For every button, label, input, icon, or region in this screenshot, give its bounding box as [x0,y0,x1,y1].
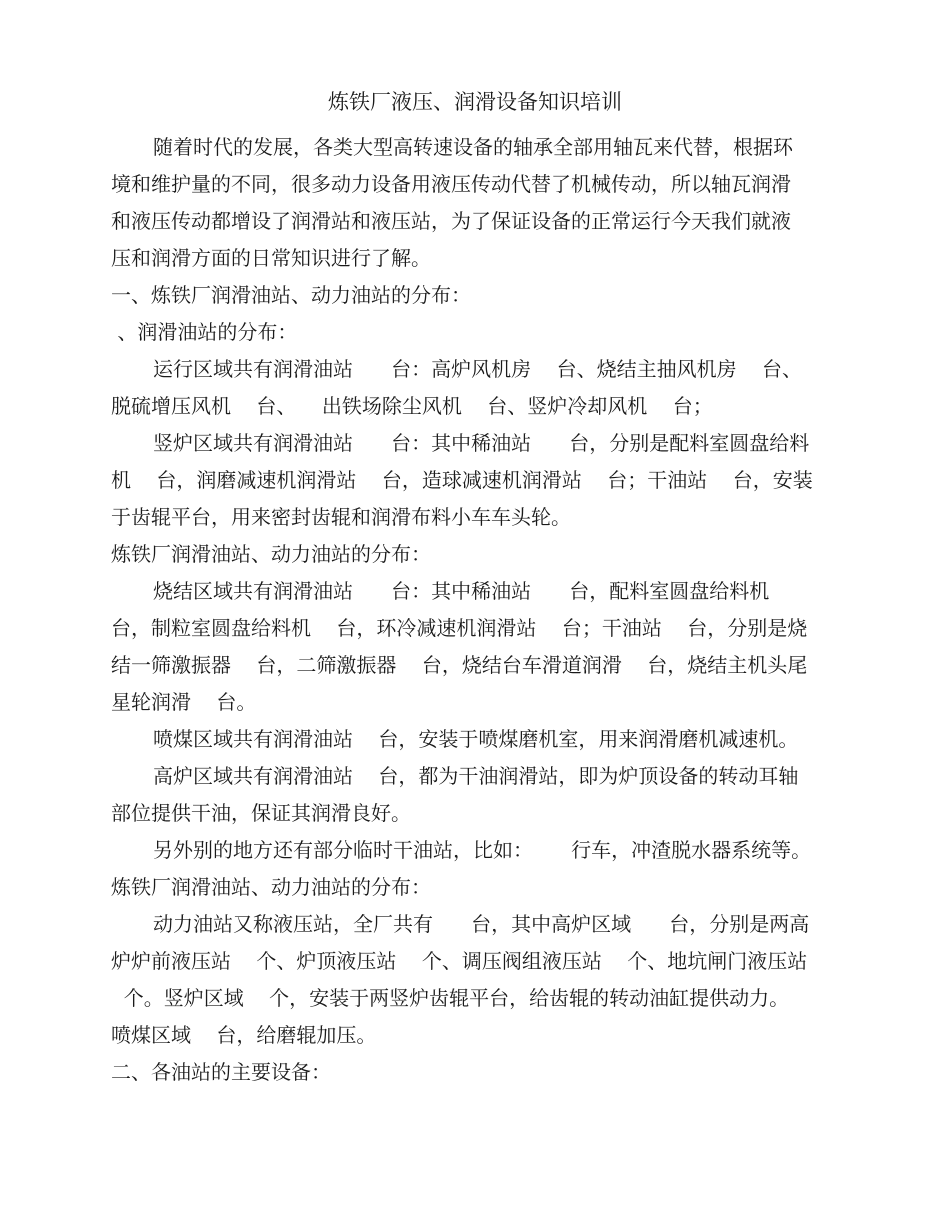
paragraph-line: 个。竖炉区域 个，安装于两竖炉齿辊平台，给齿辊的转动油缸提供动力。 [111,986,790,1010]
subsection-heading: 、润滑油站的分布： [111,320,298,344]
subsection-heading: 炼铁厂润滑油站、动力油站的分布： [111,542,431,566]
section-heading: 一、炼铁厂润滑油站、动力油站的分布： [111,283,471,307]
subsection-heading: 炼铁厂润滑油站、动力油站的分布： [111,875,431,899]
paragraph-line: 压和润滑方面的日常知识进行了解。 [111,246,431,270]
paragraph-line: 动力油站又称液压站，全厂共有 台，其中高炉区域 台，分别是两高 [153,912,810,936]
paragraph-line: 随着时代的发展，各类大型高转速设备的轴承全部用轴瓦来代替，根据环 [153,135,793,159]
paragraph-line: 和液压传动都增设了润滑站和液压站，为了保证设备的正常运行今天我们就液 [111,209,791,233]
paragraph-line: 炉炉前液压站 个、炉顶液压站 个、调压阀组液压站 个、地坑闸门液压站 [111,949,808,973]
paragraph-line: 星轮润滑 台。 [111,690,257,714]
paragraph-line: 结一筛激振器 台，二筛激振器 台，烧结台车滑道润滑 台，烧结主机头尾 [111,653,808,677]
document-title: 炼铁厂液压、润滑设备知识培训 [328,90,622,114]
paragraph-line: 烧结区域共有润滑油站 台：其中稀油站 台，配料室圆盘给料机 [153,579,770,603]
paragraph-line: 脱硫增压风机 台、 出铁场除尘风机 台、竖炉冷却风机 台； [111,394,713,418]
paragraph-line: 境和维护量的不同，很多动力设备用液压传动代替了机械传动，所以轴瓦润滑 [111,172,791,196]
paragraph-line: 机 台，润磨减速机润滑站 台，造球减速机润滑站 台；干油站 台，安装 [111,468,813,492]
paragraph-line: 另外别的地方还有部分临时干油站，比如： 行车，冲渣脱水器系统等。 [153,838,812,862]
paragraph-line: 喷煤区域共有润滑油站 台，安装于喷煤磨机室，用来润滑磨机减速机。 [153,727,799,751]
section-heading: 二、各油站的主要设备： [111,1060,331,1084]
paragraph-line: 部位提供干油，保证其润滑良好。 [111,801,411,825]
paragraph-line: 运行区域共有润滑油站 台：高炉风机房 台、烧结主抽风机房 台、 [153,357,803,381]
paragraph-line: 于齿辊平台，用来密封齿辊和润滑布料小车车头轮。 [111,505,571,529]
paragraph-line: 台，制粒室圆盘给料机 台，环冷减速机润滑站 台；干油站 台，分别是烧 [111,616,808,640]
paragraph-line: 竖炉区域共有润滑油站 台：其中稀油站 台，分别是配料室圆盘给料 [153,431,810,455]
paragraph-line: 高炉区域共有润滑油站 台，都为干油润滑站，即为炉顶设备的转动耳轴 [153,764,799,788]
paragraph-line: 喷煤区域 台，给磨辊加压。 [111,1023,377,1047]
